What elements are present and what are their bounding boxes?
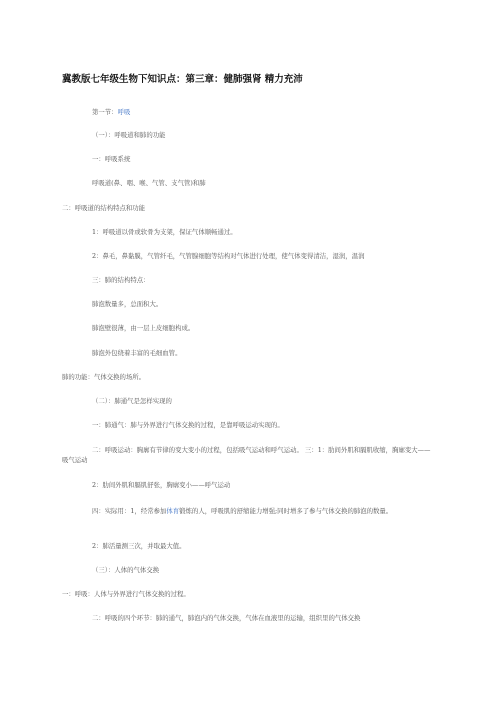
text-paragraph: 二：呼吸运动：胸廓有节律的变大变小的过程，包括吸气运动和呼气运动。 三：1：肋间外肌和膈肌收缩，胸廓变大——吸气运动 xyxy=(62,446,431,464)
line-prefix: 第一节： xyxy=(92,108,118,116)
breathing-link[interactable]: 呼吸 xyxy=(117,108,131,116)
text-line: 一：呼吸系统 xyxy=(92,155,131,163)
text-line: 二：呼吸的四个环节：肺的通气，肺泡内的气体交换，气体在血液里的运输，组织里的气体交换 xyxy=(92,614,361,622)
text-line: 三：肺的结构特点： xyxy=(92,276,150,284)
text-line: 肺泡外包绕着丰富的毛细血管。 xyxy=(92,349,182,357)
subsection-heading: （三）：人体的气体交换 xyxy=(92,566,160,574)
section-heading-1 xyxy=(92,108,130,117)
text-line: 2：肋间外肌和膈肌舒张，胸廓变小——呼气运动 xyxy=(92,481,231,489)
text-line: 肺泡数量多，总面积大。 xyxy=(92,300,163,308)
subsection-heading: （二）：肺通气是怎样实现的 xyxy=(92,397,172,405)
text-line: 二：呼吸道的结构特点和功能 xyxy=(62,204,146,212)
text-line: 呼吸道(鼻、咽、喉、气管、支气管)和肺 xyxy=(92,179,206,187)
text-line: 肺的功能：气体交换的场所。 xyxy=(62,373,146,381)
sports-link[interactable]: 体育 xyxy=(166,507,180,515)
text-paragraph xyxy=(62,506,434,516)
text-line: 2：鼻毛，鼻黏膜，气管纤毛，气管腺细胞等结构对气体进行处理，使气体变得清洁，湿润，温润 xyxy=(92,252,365,260)
line-prefix: 四：实际用：1，经常参加 xyxy=(92,507,167,515)
text-line: 2：肺活量测三次，并取最大值。 xyxy=(92,542,186,550)
document-title: 冀教版七年级生物下知识点：第三章：健肺强肾 精力充沛 xyxy=(62,74,303,85)
line-suffix: 锻炼的人，呼吸肌的舒缩能力增强;同时增多了参与气体交换的肺泡的数量。 xyxy=(179,507,393,515)
text-line: 一：肺通气：肺与外界进行气体交换的过程，是靠呼吸运动实现的。 xyxy=(92,421,284,429)
subsection-heading: （一）：呼吸道和肺的功能 xyxy=(92,131,166,139)
text-line: 1：呼吸道以骨或软骨为支架，保证气体顺畅通过。 xyxy=(92,228,237,236)
text-line: 一：呼吸：人体与外界进行气体交换的过程。 xyxy=(62,590,190,598)
text-line: 肺泡壁很薄，由一层上皮细胞构成。 xyxy=(92,324,195,332)
